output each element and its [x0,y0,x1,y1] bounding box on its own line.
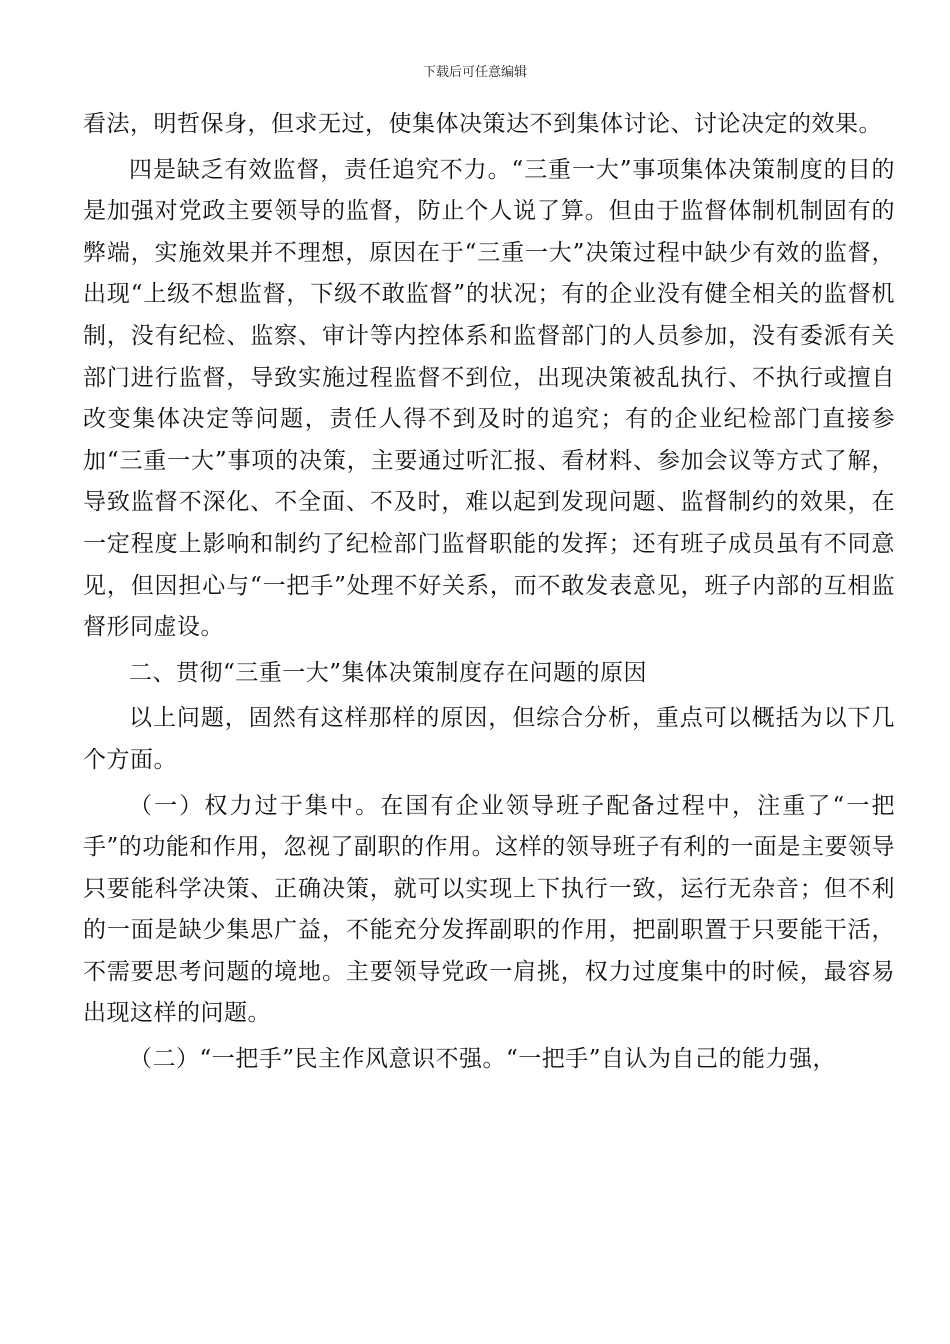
document-body [83,104,895,1081]
page-header: 下载后可任意编辑 [422,65,527,80]
paragraph-supervision: 四是缺乏有效监督，责任追究不力。“三重一大”事项集体决策制度的目的是加强对党政主要领导的监督，防止个人说了算。但由于监督体制机制固有的弊端，实施效果并不理想，原因在于“三重一大”决策过程中缺少有效的监督，出现“上级不想监督，下级不敢监督”的状况；有的企业没有健全相关的监督机制，没有纪检、监察、审计等内控体系和监督部门的人员参加，没有委派有关部门进行监督，导致实施过程监督不到位，出现决策被乱执行、不执行或擅自改变集体决定等问题，责任人得不到及时的追究；有的企业纪检部门直接参加“三重一大”事项的决策，主要通过听汇报、看材料、参加会议等方式了解，导致监督不深化、不全面、不及时，难以起到发现问题、监督制约的效果，在一定程度上影响和制约了纪检部门监督职能的发挥；还有班子成员虽有不同意见，但因担心与“一把手”处理不好关系，而不敢发表意见，班子内部的互相监督形同虚设。 [83,156,895,641]
section-heading-causes: 二、贯彻“三重一大”集体决策制度存在问题的原因 [129,659,648,686]
paragraph-continuation: 看法，明哲保身，但求无过，使集体决策达不到集体讨论、讨论决定的效果。 [83,111,882,137]
paragraph-democratic-style: （二）“一把手”民主作风意识不强。“一把手”自认为自己的能力强， [129,1046,837,1073]
paragraph-summary: 以上问题，固然有这样那样的原因，但综合分析，重点可以概括为以下几个方面。 [83,705,895,773]
paragraph-power-concentration: （一）权力过于集中。在国有企业领导班子配备过程中，注重了“一把手”的功能和作用，忽视了副职的作用。这样的领导班子有利的一面是主要领导只要能科学决策、正确决策，就可以实现上下执行一致，运行无杂音；但不利的一面是缺少集思广益，不能充分发挥副职的作用，把副职置于只要能干活，不需要思考问题的境地。主要领导党政一肩挑，权力过度集中的时候，最容易出现这样的问题。 [83,792,895,1027]
